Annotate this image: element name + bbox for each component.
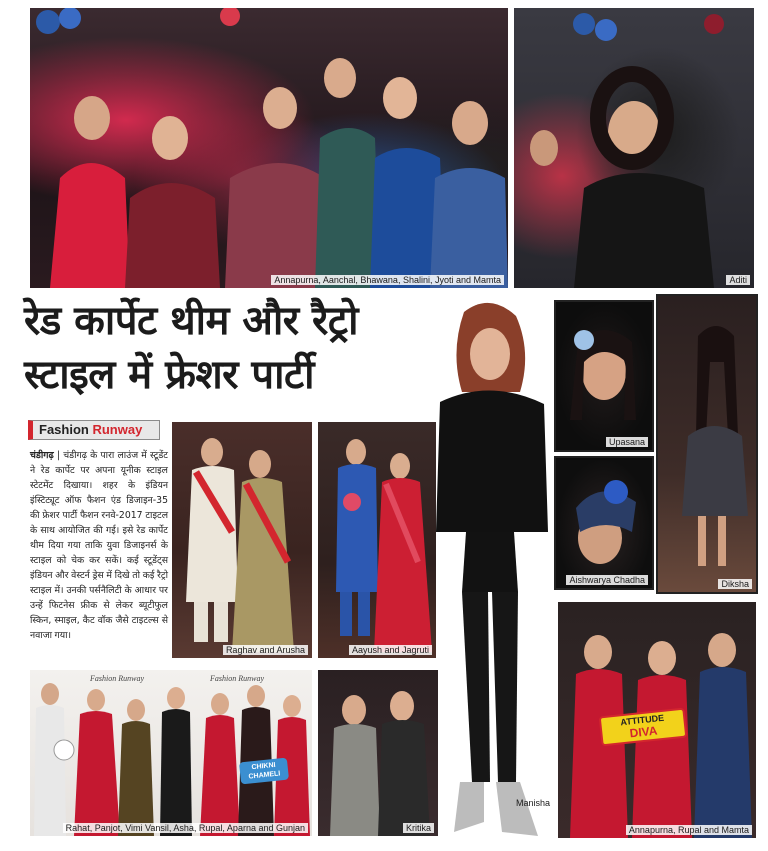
group-figures-graphic <box>30 8 508 288</box>
caption-aayush-jagruti: Aayush and Jagruti <box>349 645 432 655</box>
banner-left: Fashion Runway <box>90 674 144 683</box>
section-label-part-1: Fashion <box>39 422 89 437</box>
caption-upasana: Upasana <box>606 437 648 447</box>
sign-chikni: CHIKNI <box>251 761 276 772</box>
caption-annapurna-group: Annapurna, Rupal and Mamta <box>626 825 752 835</box>
article-text: | चंडीगढ़ के पारा लाउंज में स्टूडेंट ने रेड कार्पेट पर अपना यूनीक स्टाइल स्टेटमेंट दिखाया। शहर के इंडियन इंस्टिट्यूट ऑफ फैशन एंड डिजाइन-35 की फ्रेशर पार्टी फैशन रनवे-2017 टाइटल के साथ आयोजित की गई। इसे रेड कार्पेट थीम दिया गया ताकि युवा डिजाइनर्स के स्टाइल को चेक कर सकें। कई स्टूडेंट्स इंडियन और वेस्टर्न ड्रेस में दिखे तो कई रैट्रो स्टाइल में। उनकी पर्सनैलिटी के आधार पर उन्हें फिटनेस फ्रीक से लेकर ब्यूटीफुल स्किन, स्माइल, कैट वॉक जैसे टाइटल्स से नवाजा गया। <box>30 450 168 641</box>
photo-raghav-arusha <box>170 420 314 660</box>
caption-bottom-group: Rahat, Panjot, Vimi Vansil, Asha, Rupal, Aparna and Gunjan <box>63 823 308 833</box>
photo-upasana <box>554 300 654 452</box>
kritika-graphic <box>318 670 438 836</box>
sign-chameli: CHAMELI <box>248 770 281 781</box>
manisha-figure-graphic <box>420 292 560 846</box>
sign-diva: DIVA <box>628 723 659 741</box>
photo-group-top <box>28 6 510 290</box>
banner-right: Fashion Runway <box>210 674 264 683</box>
caption-top-group: Annapurna, Aanchal, Bhawana, Shalini, Jyoti and Mamta <box>271 275 504 285</box>
caption-aishwarya: Aishwarya Chadha <box>566 575 648 585</box>
photo-aishwarya <box>554 456 654 590</box>
caption-aditi: Aditi <box>726 275 750 285</box>
photo-aditi <box>512 6 756 290</box>
photo-manisha <box>420 292 560 846</box>
headline-line-1: रेड कार्पेट थीम और रैट्रो <box>24 298 358 344</box>
caption-manisha: Manisha <box>516 798 551 808</box>
headline-line-2: स्टाइल में फ्रेशर पार्टी <box>24 352 315 398</box>
article-body <box>30 448 168 643</box>
photo-kritika <box>316 668 440 838</box>
caption-raghav-arusha: Raghav and Arusha <box>223 645 308 655</box>
aishwarya-graphic <box>556 458 652 588</box>
aayush-jagruti-graphic <box>318 422 436 658</box>
caption-kritika: Kritika <box>403 823 434 833</box>
photo-annapurna-rupal-mamta <box>556 600 758 840</box>
headline <box>24 294 444 402</box>
section-label-part-2: Runway <box>92 422 143 437</box>
caption-diksha: Diksha <box>718 579 752 589</box>
raghav-arusha-graphic <box>172 422 312 658</box>
section-label <box>28 420 160 440</box>
aditi-figure-graphic <box>514 8 754 288</box>
photo-group-bottom <box>28 668 314 838</box>
bottom-group-graphic <box>30 670 312 836</box>
diksha-graphic <box>658 296 756 592</box>
upasana-graphic <box>556 302 652 450</box>
sign-attitude: ATTITUDE <box>619 712 665 728</box>
photo-diksha <box>656 294 758 594</box>
article-dateline: चंडीगढ़ <box>30 450 54 461</box>
